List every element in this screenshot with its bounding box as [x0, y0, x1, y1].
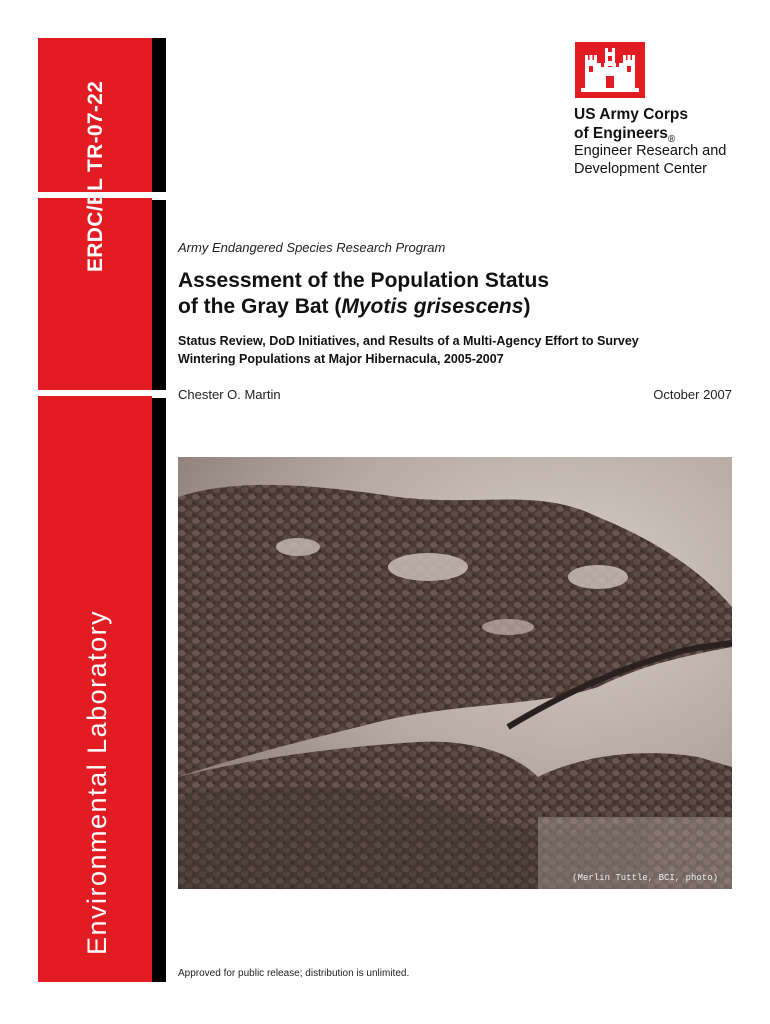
subtitle-line2: Wintering Populations at Major Hibernacula, 2005-2007 [178, 352, 504, 366]
sidebar-black-bar [152, 200, 166, 390]
org-division-line2: Development Center [574, 161, 707, 177]
report-title [178, 268, 738, 320]
publication-date: October 2007 [653, 387, 732, 402]
org-name-line2: of Engineers$_®$ [574, 125, 676, 146]
org-division-line1: Engineer Research and [574, 143, 727, 159]
report-subtitle [178, 332, 738, 368]
distribution-statement: Approved for public release; distribution is unlimited. [178, 968, 410, 979]
sidebar-black-bar [152, 398, 166, 982]
lab-name: Environmental Laboratory [82, 609, 112, 955]
usace-castle-logo [575, 42, 645, 98]
sidebar-black-bar [152, 38, 166, 192]
registered-mark: ® [667, 134, 676, 146]
program-name: Army Endangered Species Research Program [178, 240, 446, 255]
photo-credit: (Merlin Tuttle, BCI, photo) [572, 873, 718, 883]
species-name: Myotis grisescens [341, 295, 524, 318]
title-line1: Assessment of the Population Status [178, 269, 550, 292]
bat-colony-photo [178, 457, 732, 889]
author: Chester O. Martin [178, 387, 281, 402]
report-id: ERDC/EL TR-07-22 [84, 80, 107, 272]
org-name-line1: US Army Corps [574, 106, 688, 123]
sidebar-divider [38, 390, 166, 396]
title-line2: of the Gray Bat (Myotis grisescens) [178, 295, 531, 318]
subtitle-line1: Status Review, DoD Initiatives, and Results of a Multi-Agency Effort to Survey [178, 334, 639, 348]
